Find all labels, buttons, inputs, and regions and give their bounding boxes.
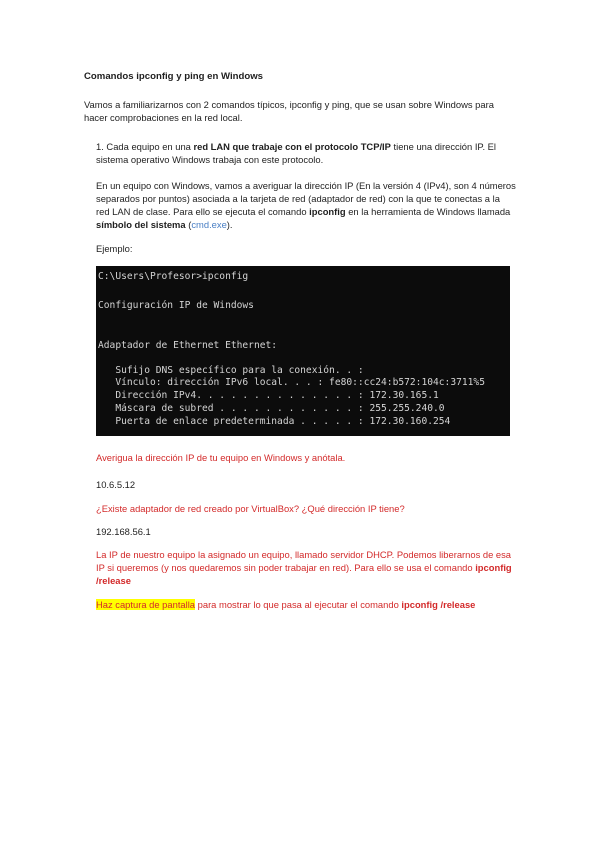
terminal-line: Máscara de subred . . . . . . . . . . . . : 255.255.240.0	[98, 403, 445, 414]
terminal-line: Adaptador de Ethernet Ethernet:	[98, 340, 278, 351]
p2-text-4: ).	[226, 219, 233, 230]
capture-instruction	[96, 598, 526, 611]
intro-paragraph: Vamos a familiarizarnos con 2 comandos típicos, ipconfig y ping, que se usan sobre Windows para hacer comprobaciones en la red local.	[84, 99, 494, 123]
terminal-line: C:\Users\Profesor>ipconfig	[98, 271, 249, 282]
list-item-1	[96, 140, 516, 166]
p2-text-3: (	[185, 219, 192, 230]
example-label: Ejemplo:	[96, 243, 133, 254]
item1-text-1: 1. Cada equipo en una	[96, 141, 194, 152]
dhcp-text: La IP de nuestro equipo la asignado un equipo, llamado servidor DHCP. Podemos liberarnos de esa IP si queremos (y nos quedaremos sin poder trabajar en red). Para ello se usa el comando	[96, 549, 512, 573]
dhcp-paragraph	[96, 548, 516, 587]
question-2: ¿Existe adaptador de red creado por VirtualBox? ¿Qué dirección IP tiene?	[96, 503, 405, 514]
ipconfig-paragraph	[96, 179, 516, 231]
capture-bold-command: ipconfig /release	[401, 599, 476, 610]
capture-highlight: Haz captura de pantalla	[96, 599, 196, 610]
item1-text-2: tiene una dirección IP. El sistema operativo Windows trabaja con este protocolo.	[96, 141, 497, 165]
terminal-line: Puerta de enlace predeterminada . . . . . : 172.30.160.254	[98, 416, 451, 427]
answer-1: 10.6.5.12	[96, 479, 136, 490]
terminal-screenshot	[96, 266, 510, 436]
document-title: Comandos ipconfig y ping en Windows	[84, 71, 263, 82]
terminal-line: Vínculo: dirección IPv6 local. . . : fe80::cc24:b572:104c:3711%5	[98, 377, 485, 388]
answer-2: 192.168.56.1	[96, 526, 151, 537]
terminal-line: Configuración IP de Windows	[98, 300, 254, 311]
p2-bold-simbolo: símbolo del sistema	[96, 219, 186, 230]
p2-text-1: En un equipo con Windows, vamos a averiguar la dirección IP (En la versión 4 (IPv4), son 4 números separados por puntos) asociada a la tarjeta de red (adaptador de red) con la que te conectas a la red LAN de clase. Para ello se ejecuta el comando	[96, 180, 516, 217]
item1-bold-1: red LAN que trabaje con el protocolo TCP/IP	[193, 141, 391, 152]
p2-bold-ipconfig: ipconfig	[309, 206, 346, 217]
question-1: Averigua la dirección IP de tu equipo en Windows y anótala.	[96, 452, 346, 463]
terminal-line: Sufijo DNS específico para la conexión. . :	[98, 365, 364, 376]
terminal-line: Dirección IPv4. . . . . . . . . . . . . . : 172.30.165.1	[98, 390, 439, 401]
dhcp-bold-command: ipconfig /release	[96, 562, 512, 586]
capture-text: para mostrar lo que pasa al ejecutar el comando	[195, 599, 402, 610]
p2-text-2: en la herramienta de Windows llamada	[345, 206, 511, 217]
cmd-link[interactable]: cmd.exe	[191, 219, 227, 230]
